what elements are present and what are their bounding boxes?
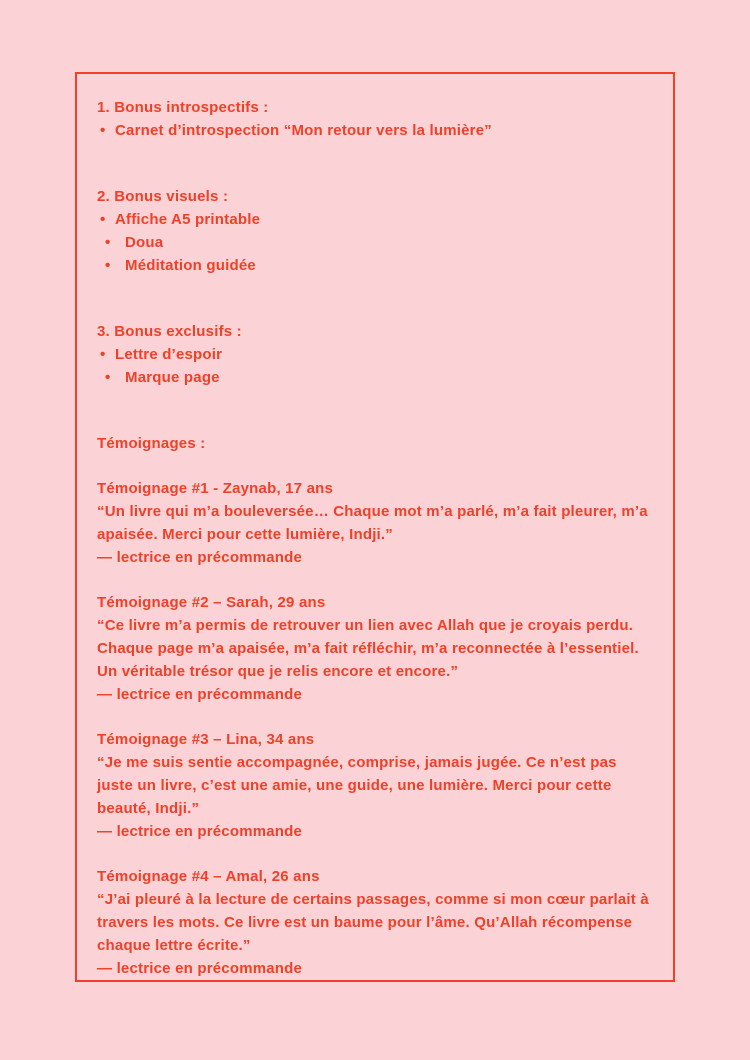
bonus-section-exclusifs bbox=[97, 320, 653, 389]
testimonial-4 bbox=[97, 865, 653, 980]
list-item-label: Marque page bbox=[125, 369, 220, 386]
list-item bbox=[97, 231, 653, 254]
bullet-icon: • bbox=[105, 257, 111, 274]
section-heading: 1. Bonus introspectifs : bbox=[97, 99, 269, 116]
testimonial-title: Témoignage #2 – Sarah, 29 ans bbox=[97, 594, 326, 611]
bullet-icon: • bbox=[105, 369, 111, 386]
testimonial-1 bbox=[97, 477, 653, 569]
bullet-icon: • bbox=[100, 346, 106, 363]
testimonial-title: Témoignage #1 - Zaynab, 17 ans bbox=[97, 480, 334, 497]
list-item-label: Lettre d’espoir bbox=[115, 346, 223, 363]
spacer bbox=[97, 410, 653, 432]
testimonial-attribution: — lectrice en précommande bbox=[97, 549, 303, 566]
section-heading: 2. Bonus visuels : bbox=[97, 188, 229, 205]
list-item-label: Doua bbox=[125, 234, 164, 251]
bullet-icon: • bbox=[105, 234, 111, 251]
testimonial-title: Témoignage #4 – Amal, 26 ans bbox=[97, 868, 320, 885]
bullet-icon: • bbox=[100, 122, 106, 139]
bonus-section-visuels bbox=[97, 185, 653, 277]
testimonial-quote: “Je me suis sentie accompagnée, comprise, jamais jugée. Ce n’est pas juste un livre, c’est une amie, une guide, une lumière. Merci pour cette beauté, Indji.” bbox=[97, 754, 617, 817]
list-item bbox=[97, 366, 653, 389]
testimonial-3 bbox=[97, 728, 653, 843]
list-item-label: Méditation guidée bbox=[125, 257, 256, 274]
bullet-icon: • bbox=[100, 211, 106, 228]
spacer bbox=[97, 163, 653, 185]
list-item-label: Carnet d’introspection “Mon retour vers la lumière” bbox=[115, 122, 492, 139]
testimonial-attribution: — lectrice en précommande bbox=[97, 686, 303, 703]
testimonial-title: Témoignage #3 – Lina, 34 ans bbox=[97, 731, 315, 748]
list-item bbox=[97, 343, 653, 366]
testimonials-heading: Témoignages : bbox=[97, 435, 206, 452]
list-item bbox=[97, 208, 653, 231]
testimonial-2 bbox=[97, 591, 653, 706]
list-item bbox=[97, 254, 653, 277]
section-heading: 3. Bonus exclusifs : bbox=[97, 323, 242, 340]
bonus-section-introspectifs bbox=[97, 96, 653, 142]
testimonial-attribution: — lectrice en précommande bbox=[97, 960, 303, 977]
testimonial-quote: “Un livre qui m’a bouleversée… Chaque mot m’a parlé, m’a fait pleurer, m’a apaisée. Merci pour cette lumière, Indji.” bbox=[97, 503, 648, 543]
list-item-label: Affiche A5 printable bbox=[115, 211, 261, 228]
testimonial-quote: “J’ai pleuré à la lecture de certains passages, comme si mon cœur parlait à travers les mots. Ce livre est un baume pour l’âme. Qu’Allah récompense chaque lettre écrite.” bbox=[97, 891, 649, 954]
testimonial-quote: “Ce livre m’a permis de retrouver un lien avec Allah que je croyais perdu. Chaque page m’a apaisée, m’a fait réfléchir, m’a reconnectée à l’essentiel. Un véritable trésor que je relis encore et encore.” bbox=[97, 617, 639, 680]
list-item bbox=[97, 119, 653, 142]
testimonial-attribution: — lectrice en précommande bbox=[97, 823, 303, 840]
content-frame bbox=[75, 72, 675, 982]
spacer bbox=[97, 298, 653, 320]
